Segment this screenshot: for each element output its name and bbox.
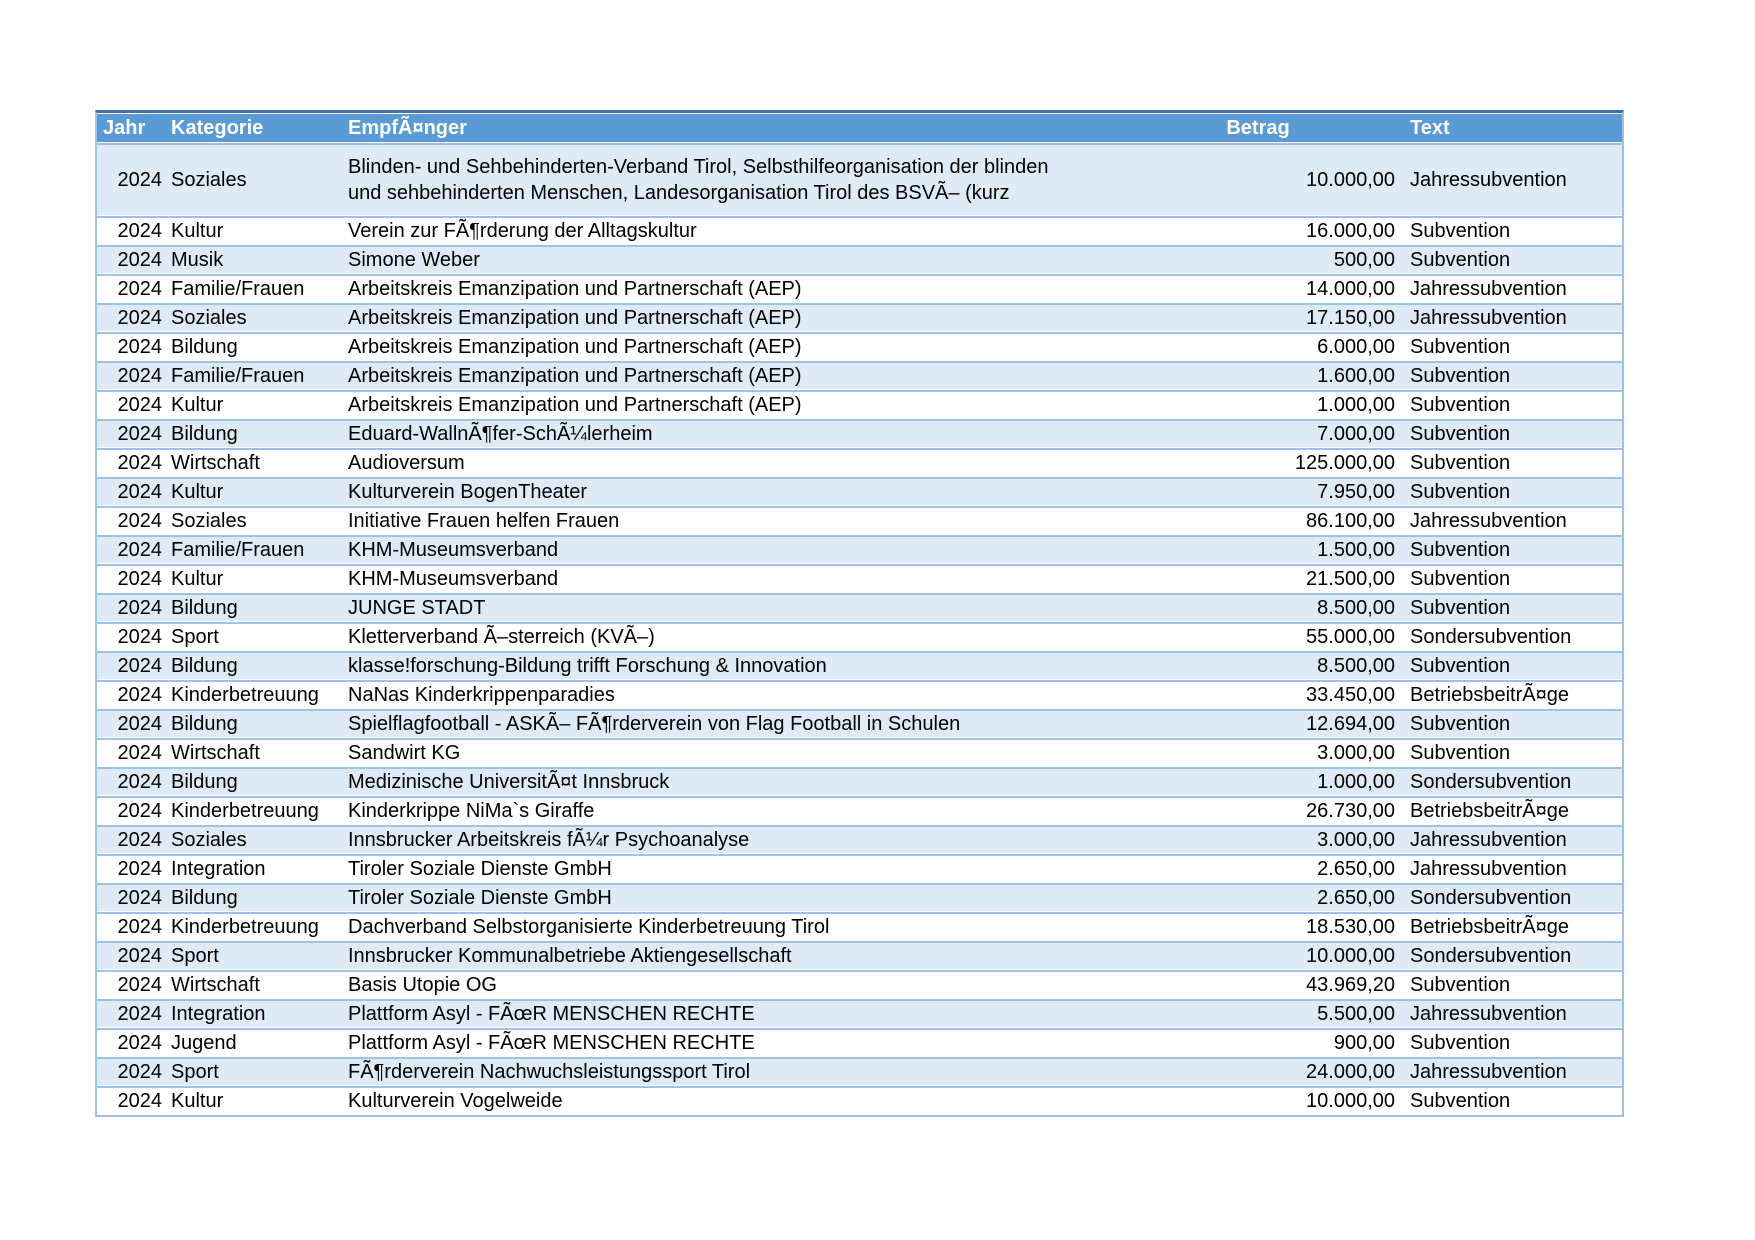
cell-empfaenger: NaNas Kinderkrippenparadies (344, 680, 1115, 708)
cell-jahr: 2024 (97, 1057, 167, 1085)
cell-jahr: 2024 (97, 941, 167, 969)
cell-betrag: 18.530,00 (1115, 912, 1401, 940)
cell-text: Subvention (1401, 651, 1622, 679)
cell-empfaenger: Plattform Asyl - FÃœR MENSCHEN RECHTE (344, 999, 1115, 1027)
cell-kategorie: Kultur (167, 390, 344, 418)
cell-kategorie: Wirtschaft (167, 738, 344, 766)
cell-betrag: 7.000,00 (1115, 419, 1401, 447)
cell-betrag: 43.969,20 (1115, 970, 1401, 998)
cell-empfaenger: Sandwirt KG (344, 738, 1115, 766)
cell-kategorie: Wirtschaft (167, 448, 344, 476)
cell-jahr: 2024 (97, 796, 167, 824)
table-row (97, 651, 1622, 679)
table-row (97, 448, 1622, 476)
cell-kategorie: Wirtschaft (167, 970, 344, 998)
cell-empfaenger: Kinderkrippe NiMa`s Giraffe (344, 796, 1115, 824)
table-header-row (97, 114, 1622, 142)
table-row (97, 419, 1622, 447)
cell-betrag: 500,00 (1115, 245, 1401, 273)
cell-text: Jahressubvention (1401, 825, 1622, 853)
table-row (97, 1028, 1622, 1056)
cell-jahr: 2024 (97, 1086, 167, 1114)
cell-betrag: 5.500,00 (1115, 999, 1401, 1027)
cell-betrag: 14.000,00 (1115, 274, 1401, 302)
cell-kategorie: Jugend (167, 1028, 344, 1056)
cell-kategorie: Bildung (167, 419, 344, 447)
cell-jahr: 2024 (97, 332, 167, 360)
table-row (97, 216, 1622, 244)
cell-betrag: 24.000,00 (1115, 1057, 1401, 1085)
cell-text: Sondersubvention (1401, 883, 1622, 911)
cell-jahr: 2024 (97, 593, 167, 621)
column-header-jahr: Jahr (97, 114, 167, 142)
cell-text: Subvention (1401, 477, 1622, 505)
cell-jahr: 2024 (97, 477, 167, 505)
subventions-table-container (95, 110, 1624, 1117)
table-row (97, 883, 1622, 911)
table-body (97, 143, 1622, 1114)
cell-text: BetriebsbeitrÃ¤ge (1401, 680, 1622, 708)
cell-jahr: 2024 (97, 1028, 167, 1056)
cell-betrag: 900,00 (1115, 1028, 1401, 1056)
cell-jahr: 2024 (97, 506, 167, 534)
cell-text: Jahressubvention (1401, 1057, 1622, 1085)
cell-jahr: 2024 (97, 419, 167, 447)
column-header-empfaenger: EmpfÃ¤nger (344, 114, 1115, 142)
cell-text: Subvention (1401, 332, 1622, 360)
cell-betrag: 86.100,00 (1115, 506, 1401, 534)
cell-betrag: 12.694,00 (1115, 709, 1401, 737)
cell-jahr: 2024 (97, 767, 167, 795)
cell-empfaenger: klasse!forschung-Bildung trifft Forschung & Innovation (344, 651, 1115, 679)
cell-text: Subvention (1401, 535, 1622, 563)
table-row (97, 854, 1622, 882)
table-row (97, 564, 1622, 592)
cell-empfaenger: Kletterverband Ã–sterreich (KVÃ–) (344, 622, 1115, 650)
table-row (97, 825, 1622, 853)
cell-jahr: 2024 (97, 970, 167, 998)
table-row (97, 303, 1622, 331)
table-row (97, 361, 1622, 389)
cell-betrag: 1.500,00 (1115, 535, 1401, 563)
table-row (97, 999, 1622, 1027)
table-row (97, 796, 1622, 824)
cell-text: Subvention (1401, 709, 1622, 737)
cell-empfaenger: Arbeitskreis Emanzipation und Partnerschaft (AEP) (344, 361, 1115, 389)
cell-empfaenger: FÃ¶rderverein Nachwuchsleistungssport Tirol (344, 1057, 1115, 1085)
cell-kategorie: Kinderbetreuung (167, 912, 344, 940)
table-row (97, 941, 1622, 969)
cell-jahr: 2024 (97, 680, 167, 708)
cell-betrag: 21.500,00 (1115, 564, 1401, 592)
cell-text: Subvention (1401, 593, 1622, 621)
cell-betrag: 33.450,00 (1115, 680, 1401, 708)
table-row (97, 970, 1622, 998)
cell-kategorie: Kultur (167, 1086, 344, 1114)
cell-empfaenger: Kulturverein BogenTheater (344, 477, 1115, 505)
table-row (97, 593, 1622, 621)
cell-empfaenger: Arbeitskreis Emanzipation und Partnerschaft (AEP) (344, 390, 1115, 418)
table-row (97, 245, 1622, 273)
cell-empfaenger: Arbeitskreis Emanzipation und Partnerschaft (AEP) (344, 332, 1115, 360)
cell-text: Subvention (1401, 738, 1622, 766)
column-header-text: Text (1401, 114, 1622, 142)
table-row (97, 912, 1622, 940)
cell-text: Subvention (1401, 448, 1622, 476)
cell-kategorie: Bildung (167, 593, 344, 621)
cell-kategorie: Bildung (167, 883, 344, 911)
cell-betrag: 1.000,00 (1115, 390, 1401, 418)
cell-jahr: 2024 (97, 709, 167, 737)
table-row (97, 680, 1622, 708)
table-row (97, 143, 1622, 215)
cell-empfaenger: Verein zur FÃ¶rderung der Alltagskultur (344, 216, 1115, 244)
cell-kategorie: Musik (167, 245, 344, 273)
cell-empfaenger: Initiative Frauen helfen Frauen (344, 506, 1115, 534)
cell-empfaenger: Arbeitskreis Emanzipation und Partnerschaft (AEP) (344, 274, 1115, 302)
cell-kategorie: Soziales (167, 303, 344, 331)
cell-empfaenger: JUNGE STADT (344, 593, 1115, 621)
cell-betrag: 17.150,00 (1115, 303, 1401, 331)
cell-betrag: 8.500,00 (1115, 593, 1401, 621)
cell-text: Jahressubvention (1401, 143, 1622, 215)
cell-jahr: 2024 (97, 274, 167, 302)
cell-jahr: 2024 (97, 622, 167, 650)
cell-text: Subvention (1401, 245, 1622, 273)
table-row (97, 332, 1622, 360)
cell-text: Subvention (1401, 216, 1622, 244)
table-row (97, 767, 1622, 795)
table-row (97, 390, 1622, 418)
cell-betrag: 8.500,00 (1115, 651, 1401, 679)
table-row (97, 622, 1622, 650)
cell-jahr: 2024 (97, 303, 167, 331)
cell-empfaenger: Innsbrucker Kommunalbetriebe Aktiengesellschaft (344, 941, 1115, 969)
cell-jahr: 2024 (97, 738, 167, 766)
cell-empfaenger: Audioversum (344, 448, 1115, 476)
cell-text: Sondersubvention (1401, 767, 1622, 795)
cell-betrag: 26.730,00 (1115, 796, 1401, 824)
cell-text: BetriebsbeitrÃ¤ge (1401, 796, 1622, 824)
cell-text: Subvention (1401, 361, 1622, 389)
cell-jahr: 2024 (97, 390, 167, 418)
cell-jahr: 2024 (97, 825, 167, 853)
cell-text: Subvention (1401, 1028, 1622, 1056)
cell-jahr: 2024 (97, 535, 167, 563)
table-row (97, 709, 1622, 737)
cell-betrag: 3.000,00 (1115, 825, 1401, 853)
cell-text: Subvention (1401, 419, 1622, 447)
subventions-table (95, 110, 1624, 1117)
cell-empfaenger: Basis Utopie OG (344, 970, 1115, 998)
table-row (97, 1057, 1622, 1085)
cell-kategorie: Soziales (167, 825, 344, 853)
cell-betrag: 3.000,00 (1115, 738, 1401, 766)
table-row (97, 477, 1622, 505)
cell-kategorie: Integration (167, 854, 344, 882)
cell-empfaenger: Tiroler Soziale Dienste GmbH (344, 883, 1115, 911)
cell-kategorie: Sport (167, 941, 344, 969)
cell-kategorie: Soziales (167, 506, 344, 534)
cell-kategorie: Familie/Frauen (167, 535, 344, 563)
table-row (97, 1086, 1622, 1114)
cell-empfaenger: Simone Weber (344, 245, 1115, 273)
column-header-kategorie: Kategorie (167, 114, 344, 142)
cell-betrag: 7.950,00 (1115, 477, 1401, 505)
cell-text: Subvention (1401, 564, 1622, 592)
cell-kategorie: Familie/Frauen (167, 361, 344, 389)
cell-jahr: 2024 (97, 143, 167, 215)
table-row (97, 738, 1622, 766)
cell-text: Subvention (1401, 1086, 1622, 1114)
column-header-betrag: Betrag (1115, 114, 1401, 142)
cell-empfaenger: Dachverband Selbstorganisierte Kinderbetreuung Tirol (344, 912, 1115, 940)
cell-text: Jahressubvention (1401, 854, 1622, 882)
cell-empfaenger: Arbeitskreis Emanzipation und Partnerschaft (AEP) (344, 303, 1115, 331)
cell-jahr: 2024 (97, 564, 167, 592)
table-row (97, 274, 1622, 302)
cell-empfaenger: KHM-Museumsverband (344, 564, 1115, 592)
cell-empfaenger: Spielflagfootball - ASKÃ– FÃ¶rderverein von Flag Football in Schulen (344, 709, 1115, 737)
cell-jahr: 2024 (97, 361, 167, 389)
cell-kategorie: Kultur (167, 216, 344, 244)
cell-betrag: 55.000,00 (1115, 622, 1401, 650)
cell-jahr: 2024 (97, 999, 167, 1027)
cell-kategorie: Bildung (167, 332, 344, 360)
cell-kategorie: Sport (167, 1057, 344, 1085)
cell-empfaenger: KHM-Museumsverband (344, 535, 1115, 563)
cell-betrag: 10.000,00 (1115, 143, 1401, 215)
cell-text: Subvention (1401, 970, 1622, 998)
cell-jahr: 2024 (97, 216, 167, 244)
cell-empfaenger: Kulturverein Vogelweide (344, 1086, 1115, 1114)
cell-empfaenger: Plattform Asyl - FÃœR MENSCHEN RECHTE (344, 1028, 1115, 1056)
cell-text: Sondersubvention (1401, 941, 1622, 969)
cell-empfaenger: Eduard-WallnÃ¶fer-SchÃ¼lerheim (344, 419, 1115, 447)
cell-text: Sondersubvention (1401, 622, 1622, 650)
cell-empfaenger: Medizinische UniversitÃ¤t Innsbruck (344, 767, 1115, 795)
cell-kategorie: Kinderbetreuung (167, 680, 344, 708)
cell-kategorie: Kultur (167, 477, 344, 505)
cell-kategorie: Bildung (167, 709, 344, 737)
cell-betrag: 1.000,00 (1115, 767, 1401, 795)
cell-betrag: 2.650,00 (1115, 883, 1401, 911)
cell-betrag: 125.000,00 (1115, 448, 1401, 476)
cell-jahr: 2024 (97, 651, 167, 679)
cell-kategorie: Sport (167, 622, 344, 650)
cell-betrag: 2.650,00 (1115, 854, 1401, 882)
cell-jahr: 2024 (97, 245, 167, 273)
cell-kategorie: Soziales (167, 143, 344, 215)
cell-jahr: 2024 (97, 912, 167, 940)
cell-kategorie: Kultur (167, 564, 344, 592)
cell-empfaenger: Blinden- und Sehbehinderten-Verband Tirol, Selbsthilfeorganisation der blinden und sehbehinderten Menschen, Landesorganisation Tirol des BSVÃ– (kurz (344, 143, 1115, 215)
cell-text: Subvention (1401, 390, 1622, 418)
cell-text: Jahressubvention (1401, 303, 1622, 331)
cell-jahr: 2024 (97, 448, 167, 476)
cell-text: BetriebsbeitrÃ¤ge (1401, 912, 1622, 940)
cell-text: Jahressubvention (1401, 506, 1622, 534)
cell-jahr: 2024 (97, 854, 167, 882)
table-row (97, 535, 1622, 563)
cell-betrag: 16.000,00 (1115, 216, 1401, 244)
cell-betrag: 1.600,00 (1115, 361, 1401, 389)
cell-empfaenger: Tiroler Soziale Dienste GmbH (344, 854, 1115, 882)
cell-betrag: 6.000,00 (1115, 332, 1401, 360)
cell-kategorie: Bildung (167, 651, 344, 679)
cell-betrag: 10.000,00 (1115, 941, 1401, 969)
cell-text: Jahressubvention (1401, 274, 1622, 302)
cell-jahr: 2024 (97, 883, 167, 911)
cell-text: Jahressubvention (1401, 999, 1622, 1027)
cell-betrag: 10.000,00 (1115, 1086, 1401, 1114)
cell-empfaenger: Innsbrucker Arbeitskreis fÃ¼r Psychoanalyse (344, 825, 1115, 853)
cell-kategorie: Bildung (167, 767, 344, 795)
cell-kategorie: Familie/Frauen (167, 274, 344, 302)
cell-kategorie: Integration (167, 999, 344, 1027)
table-row (97, 506, 1622, 534)
cell-kategorie: Kinderbetreuung (167, 796, 344, 824)
